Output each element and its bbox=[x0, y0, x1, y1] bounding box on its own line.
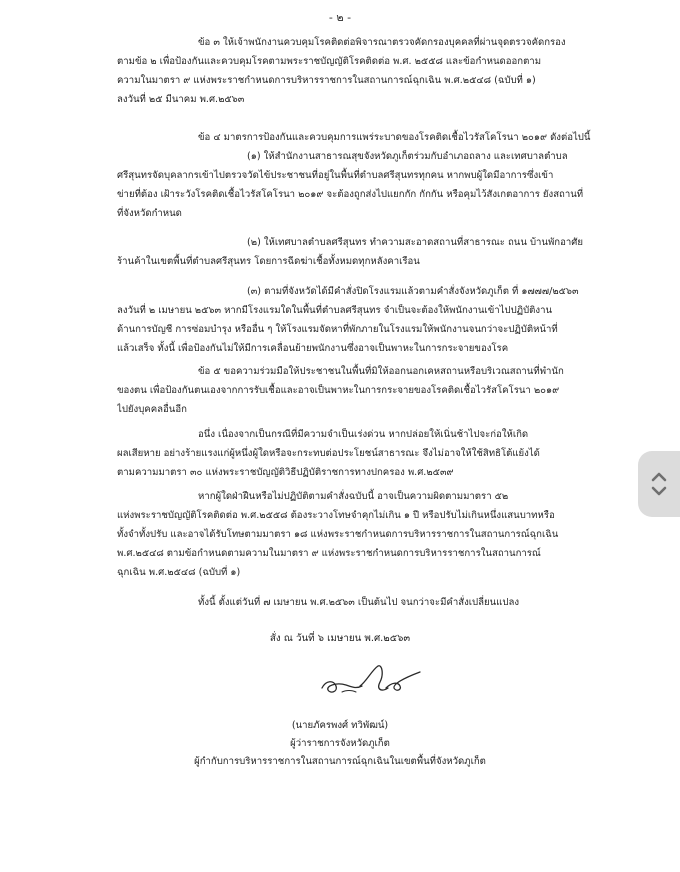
text-line: อนึ่ง เนื่องจากเป็นกรณีที่มีความจำเป็นเร่งด่วน หากปล่อยให้เนิ่นช้าไปจะก่อให้เกิด bbox=[198, 429, 529, 440]
text-line: ของตน เพื่อป้องกันตนเองจากการรับเชื้อและอาจเป็นพาหะในการกระจายของโรคติดเชื้อไวรัสโคโรนา ๒๐๑๙ bbox=[117, 385, 560, 396]
signatory-block bbox=[0, 717, 680, 771]
paragraph-clause-4-3 bbox=[117, 282, 637, 358]
text-line: ทั้งจำทั้งปรับ และอาจได้รับโทษตามมาตรา ๑๘ แห่งพระราชกำหนดการบริหารราชการในสถานการณ์ฉุกเฉิน bbox=[117, 529, 559, 540]
page-number: - ๒ - bbox=[328, 11, 352, 24]
text-line: ข้อ ๕ ขอความร่วมมือให้ประชาชนในพื้นที่มิให้ออกนอกเคหสถานหรือบริเวณสถานที่พำนัก bbox=[198, 366, 564, 377]
text-line: ด้านการบัญชี การซ่อมบำรุง หรืออื่น ๆ ให้โรงแรมจัดหาที่พักภายในโรงแรมให้พนักงานจนกว่าจะปฏิบัติหน้าที่ bbox=[117, 324, 558, 335]
paragraph-clause-3 bbox=[117, 33, 637, 109]
paragraph-effective-date bbox=[117, 593, 637, 612]
text-line: ความในมาตรา ๙ แห่งพระราชกำหนดการบริหารราชการในสถานการณ์ฉุกเฉิน พ.ศ.๒๕๔๘ (ฉบับที่ ๑) bbox=[117, 75, 536, 86]
text-line: (๑) ให้สำนักงานสาธารณสุขจังหวัดภูเก็ตร่วมกับอำเภอถลาง และเทศบาลตำบล bbox=[247, 151, 568, 162]
text-line: หากผู้ใดฝ่าฝืนหรือไม่ปฏิบัติตามคำสั่งฉบับนี้ อาจเป็นความผิดตามมาตรา ๕๒ bbox=[198, 491, 509, 502]
text-line: พ.ศ.๒๕๔๘ ตามข้อกำหนดตามความในมาตรา ๙ แห่งพระราชกำหนดการบริหารราชการในสถานการณ์ bbox=[117, 548, 541, 559]
paragraph-clause-5 bbox=[117, 362, 637, 419]
text-line: ข้อ ๔ มาตรการป้องกันและควบคุมการแพร่ระบาดของโรคติดเชื้อไวรัสโคโรนา ๒๐๑๙ ดังต่อไปนี้ bbox=[198, 132, 591, 143]
up-down-chevron-icon bbox=[650, 470, 668, 498]
text-line: (๒) ให้เทศบาลตำบลศรีสุนทร ทำความสะอาดสถานที่สาธารณะ ถนน บ้านพักอาศัย bbox=[247, 237, 583, 248]
signatory-role: ผู้กำกับการบริหารราชการในสถานการณ์ฉุกเฉินในเขตพื้นที่จังหวัดภูเก็ต bbox=[194, 756, 486, 767]
text-line: ผลเสียหาย อย่างร้ายแรงแก่ผู้หนึ่งผู้ใดหรือจะกระทบต่อประโยชน์สาธารณะ จึงไม่อาจให้ใช้สิทธิโต้แย้งได้ bbox=[117, 448, 540, 459]
paragraph-urgency bbox=[117, 425, 637, 482]
text-line: (๓) ตามที่จังหวัดได้มีคำสั่งปิดโรงแรมแล้วตามคำสั่งจังหวัดภูเก็ต ที่ ๑๗๗๗/๒๕๖๓ bbox=[247, 286, 579, 297]
text-line: ฉุกเฉิน พ.ศ.๒๕๔๘ (ฉบับที่ ๑) bbox=[117, 567, 241, 578]
text-line: ศรีสุนทรจัดบุคลากรเข้าไปตรวจวัดไข้ประชาชนที่อยู่ในพื้นที่ตำบลศรีสุนทรทุกคน หากพบผู้ใดมีอาการซึ่งเข้า bbox=[117, 170, 554, 181]
text-line: ร้านค้าในเขตพื้นที่ตำบลศรีสุนทร โดยการฉีดฆ่าเชื้อทั้งหมดทุกหลังคาเรือน bbox=[117, 256, 420, 267]
text-line: ตามข้อ ๒ เพื่อป้องกันและควบคุมโรคตามพระราชบัญญัติโรคติดต่อ พ.ศ. ๒๕๕๘ และข้อกำหนดออกตาม bbox=[117, 56, 542, 67]
paragraph-clause-4 bbox=[117, 128, 637, 223]
order-date: สั่ง ณ วันที่ ๖ เมษายน พ.ศ.๒๕๖๓ bbox=[269, 633, 411, 644]
scroll-toggle-button[interactable] bbox=[638, 451, 680, 517]
text-line: ข่ายที่ต้อง เฝ้าระวังโรคติดเชื้อไวรัสโคโรนา ๒๐๑๙ จะต้องถูกส่งไปแยกกัก กักกัน หรือคุมไว้สังเกตอาการ ยังสถานที่ bbox=[117, 189, 584, 200]
text-line: ลงวันที่ ๒ เมษายน ๒๕๖๓ หากมีโรงแรมใดในพื้นที่ตำบลศรีสุนทร จำเป็นจะต้องให้พนักงานเข้าไปปฏิบัติงาน bbox=[117, 305, 553, 316]
handwritten-signature bbox=[312, 652, 432, 706]
text-line: ข้อ ๓ ให้เจ้าพนักงานควบคุมโรคติดต่อพิจารณาตรวจคัดกรองบุคคลที่ผ่านจุดตรวจคัดกรอง bbox=[198, 37, 566, 48]
paragraph-clause-4-2 bbox=[117, 233, 637, 271]
signatory-name: (นายภัครพงศ์ ทวิพัฒน์) bbox=[291, 720, 389, 731]
text-line: แล้วเสร็จ ทั้งนี้ เพื่อป้องกันไม่ให้มีการเคลื่อนย้ายพนักงานซึ่งอาจเป็นพาหะในการกระจายของโรค bbox=[117, 343, 509, 354]
text-line: ตามความมาตรา ๓๐ แห่งพระราชบัญญัติวิธีปฏิบัติราชการทางปกครอง พ.ศ.๒๕๓๙ bbox=[117, 467, 454, 478]
text-line: ทั้งนี้ ตั้งแต่วันที่ ๗ เมษายน พ.ศ.๒๕๖๓ เป็นต้นไป จนกว่าจะมีคำสั่งเปลี่ยนแปลง bbox=[198, 597, 520, 608]
text-line: ที่จังหวัดกำหนด bbox=[117, 208, 182, 219]
text-line: ลงวันที่ ๒๕ มีนาคม พ.ศ.๒๕๖๓ bbox=[117, 94, 245, 105]
signatory-title: ผู้ว่าราชการจังหวัดภูเก็ต bbox=[290, 738, 390, 749]
text-line: แห่งพระราชบัญญัติโรคติดต่อ พ.ศ.๒๕๕๘ ต้องระวางโทษจำคุกไม่เกิน ๑ ปี หรือปรับไม่เกินหนึ่งแสนบาทหรือ bbox=[117, 510, 555, 521]
text-line: ไปยังบุคคลอื่นอีก bbox=[117, 404, 187, 415]
paragraph-penalty bbox=[117, 487, 637, 582]
